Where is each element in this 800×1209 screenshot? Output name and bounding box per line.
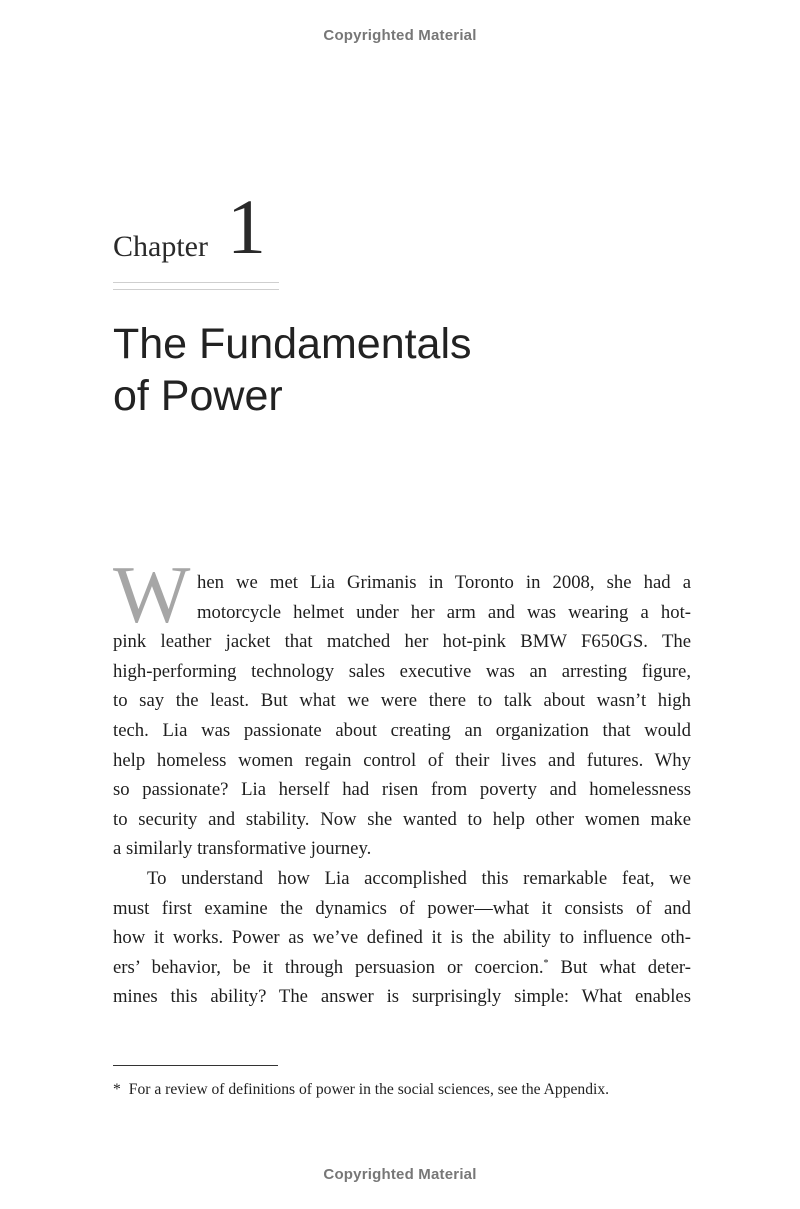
body-line: mines this ability? The answer is surprisingly simple: What enables [113, 986, 691, 1008]
footnote-text: For a review of definitions of power in the social sciences, see the Appendix. [128, 1081, 610, 1098]
body-line-text: ers’ behavior, be it through persuasion or coercion. [113, 956, 544, 978]
body-line: how it works. Power as we’ve defined it is the ability to influence oth- [113, 927, 691, 949]
copyright-watermark-top: Copyrighted Material [323, 27, 477, 44]
body-line: a similarly transformative journey. [113, 838, 372, 860]
body-line: hen we met Lia Grimanis in Toronto in 2008, she had a [197, 572, 691, 593]
body-line: high-performing technology sales executive was an arresting figure, [113, 660, 691, 682]
body-line-text-continued: But what deter- [548, 956, 691, 978]
body-line: must first examine the dynamics of power—what it consists of and [113, 897, 691, 919]
body-line: tech. Lia was passionate about creating an organization that would [113, 719, 691, 741]
chapter-title-line-1: The Fundamentals [113, 320, 472, 368]
body-line: help homeless women regain control of their lives and futures. Why [113, 749, 691, 771]
footnote-divider [113, 1065, 278, 1066]
body-line: motorcycle helmet under her arm and was wearing a hot- [197, 601, 691, 623]
chapter-label [113, 183, 313, 270]
chapter-title-line-2: of Power [113, 372, 283, 420]
footnote-mark: * [113, 1081, 121, 1098]
drop-cap: W [113, 549, 191, 640]
body-line: pink leather jacket that matched her hot-pink BMW F650GS. The [113, 631, 691, 653]
footnote [113, 1079, 691, 1101]
chapter-word: Chapter [113, 230, 208, 263]
body-line: to say the least. But what we were there to talk about wasn’t high [113, 690, 691, 712]
body-text [113, 568, 691, 1012]
body-line: so passionate? Lia herself had risen from poverty and homelessness [113, 779, 691, 801]
copyright-watermark-bottom: Copyrighted Material [323, 1166, 477, 1183]
body-line: to security and stability. Now she wanted to help other women make [113, 808, 691, 830]
chapter-number: 1 [227, 183, 266, 270]
chapter-rule-bottom [113, 289, 279, 290]
body-line: To understand how Lia accomplished this remarkable feat, we [147, 867, 691, 889]
chapter-rule-top [113, 282, 279, 283]
chapter-title [113, 318, 673, 422]
body-line-with-footnote [113, 953, 691, 983]
footnote-reference-mark[interactable]: * [543, 957, 549, 969]
